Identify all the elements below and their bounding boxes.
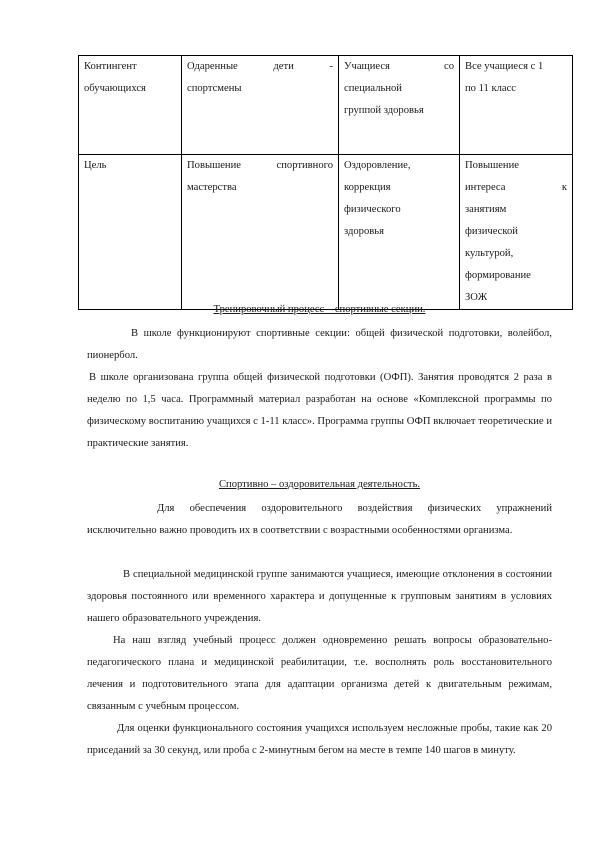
cell-all-students: Все учащиеся с 1 по 11 класс bbox=[460, 56, 573, 155]
cell-contingent-label: Контингент обучающихся bbox=[79, 56, 182, 155]
program-table bbox=[78, 55, 573, 310]
cell-special-health-group: Учащиеся со специальной группой здоровья bbox=[339, 56, 460, 155]
paragraph-functional-tests: Для оценки функционального состояния учащихся используем несложные пробы, такие как 20 приседаний за 30 секунд, или проба с 2-минутным бегом на месте в темпе 140 шагов в минуту. bbox=[87, 723, 552, 756]
cell-gifted-children: Одаренные дети - спортсмены bbox=[182, 56, 339, 155]
table-row bbox=[79, 56, 573, 155]
paragraph-sport-sections: В школе функционируют спортивные секции: общей физической подготовки, волейбол, пионербол. bbox=[87, 328, 552, 361]
paragraph-ofp-group: В школе организована группа общей физической подготовки (ОФП). Занятия проводятся 2 раза в неделю по 1,5 часа. Программный материал разработан на основе «Комплексной программы по физическому воспитанию учащихся с 1-11 класс». Программа группы ОФП включает теоретические и практические занятия. bbox=[87, 372, 552, 449]
cell-goal-interest: Повышение интереса к занятиям физической культурой, формирование ЗОЖ bbox=[460, 155, 573, 310]
paragraph-learning-process: На наш взгляд учебный процесс должен одновременно решать вопросы образовательно-педагогического плана и медицинской реабилитации, т.е. восполнять роль восстановительного лечения и подготовительного этапа для адаптации организма детей к двигательным режимам, связанным с учебным процессом. bbox=[87, 635, 552, 712]
section-heading-training: Тренировочный процесс – спортивные секции. bbox=[213, 304, 426, 315]
paragraph-medical-group: В специальной медицинской группе занимаются учащиеся, имеющие отклонения в состоянии здоровья постоянного или временного характера и допущенные к групповым занятиям в условиях нашего образовательного учреждения. bbox=[87, 569, 552, 624]
cell-goal-health-correction: Оздоровление, коррекция физического здоровья bbox=[339, 155, 460, 310]
table-row bbox=[79, 155, 573, 310]
cell-goal-sport-mastery: Повышение спортивного мастерства bbox=[182, 155, 339, 310]
cell-goal-label: Цель bbox=[79, 155, 182, 310]
section-heading-health: Спортивно – оздоровительная деятельность. bbox=[218, 479, 421, 490]
paragraph-health-effect: Для обеспечения оздоровительного воздействия физических упражнений исключительно важно проводить их в соответствии с возрастными особенностями организма. bbox=[87, 503, 552, 536]
